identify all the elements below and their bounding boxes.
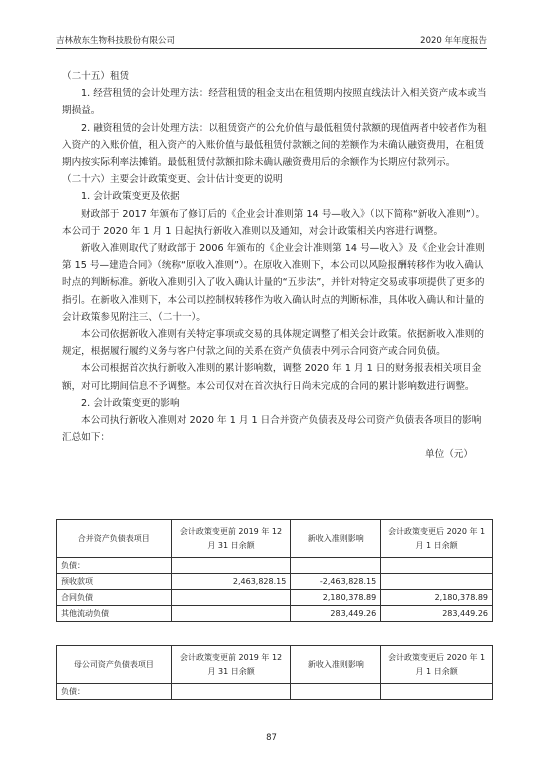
parent-balance-table: [56, 645, 493, 700]
table-header-row: [57, 520, 493, 558]
row-label: 负债：: [57, 558, 172, 574]
report-title: 2020 年年度报告: [420, 36, 487, 46]
consolidated-balance-table: [56, 519, 493, 622]
cell-value: 283,449.26: [381, 606, 493, 622]
cell-value: [171, 684, 291, 700]
column-header: 新收入准则影响: [291, 646, 381, 684]
row-label: 合同负债: [57, 590, 172, 606]
cell-value: [381, 558, 493, 574]
row-label: 负债：: [57, 684, 172, 700]
body-text: [62, 68, 487, 464]
table-row: [57, 684, 493, 700]
cell-value: [171, 590, 291, 606]
cell-value: [381, 574, 493, 590]
paragraph: 2. 会计政策变更的影响: [81, 397, 180, 409]
cell-value: [291, 684, 381, 700]
paragraph: 2. 融资租赁的会计处理方法：以租赁资产的公允价值与最低租赁付款额的现值两者中较者作为租入资产的入账价值，租入资产的入账价值与最低租赁付款额之间的差额作为未确认融资费用，在租赁期内按实际利率法摊销。最低租赁付款额扣除未确认融资费用后的余额作为长期应付款列示。: [62, 122, 487, 169]
unit-label: 单位（元）: [425, 449, 473, 461]
page-header: [56, 34, 487, 49]
cell-value: -2,463,828.15: [291, 574, 381, 590]
paragraph: （二十五）租赁: [62, 71, 130, 82]
cell-value: [171, 606, 291, 622]
column-header: 合并资产负债表项目: [57, 520, 172, 558]
column-header: 新收入准则影响: [291, 520, 381, 558]
page-number: 87: [266, 733, 277, 743]
cell-value: [381, 684, 493, 700]
cell-value: 2,180,378.89: [381, 590, 493, 606]
table-row: [57, 558, 493, 574]
row-label: 预收款项: [57, 574, 172, 590]
column-header: 会计政策变更后 2020 年 1 月 1 日余额: [381, 520, 493, 558]
column-header: 会计政策变更后 2020 年 1 月 1 日余额: [381, 646, 493, 684]
row-label: 其他流动负债: [57, 606, 172, 622]
paragraph: 本公司依据新收入准则有关特定事项或交易的具体规定调整了相关会计政策。依据新收入准则的规定，根据履行履约义务与客户付款之间的关系在资产负债表中列示合同资产或合同负债。: [62, 329, 484, 358]
paragraph: 本公司执行新收入准则对 2020 年 1 月 1 日合并资产负债表及母公司资产负债表各项目的影响汇总如下：: [62, 415, 482, 444]
table-row: [57, 606, 493, 622]
paragraph: 本公司根据首次执行新收入准则的累计影响数，调整 2020 年 1 月 1 日的财务报表相关项目金额，对可比期间信息不予调整。本公司仅对在首次执行日尚未完成的合同的累计影响数进行调整。: [62, 363, 482, 392]
cell-value: 283,449.26: [291, 606, 381, 622]
column-header: 会计政策变更前 2019 年 12 月 31 日余额: [171, 520, 291, 558]
cell-value: 2,463,828.15: [171, 574, 291, 590]
paragraph: 新收入准则取代了财政部于 2006 年颁布的《企业会计准则第 14 号—收入》及《企业会计准则第 15 号—建造合同》（统称“原收入准则”）。在原收入准则下，本公司以风险报酬转移作为收入确认时点的判断标准。新收入准则引入了收入确认计量的“五步法”，并针对特定交易或事项提供了更多的指引。在新收入准则下，本公司以控制权转移作为收入确认时点的判断标准，具体收入确认和计量的会计政策参见附注三、（二十一）。: [62, 243, 485, 323]
column-header: 会计政策变更前 2019 年 12 月 31 日余额: [171, 646, 291, 684]
company-name: 吉林敖东生物科技股份有限公司: [56, 36, 176, 46]
paragraph: （二十六）主要会计政策变更、会计估计变更的说明: [62, 174, 283, 186]
paragraph: 财政部于 2017 年颁布了修订后的《企业会计准则第 14 号—收入》（以下简称“新收入准则”）。本公司于 2020 年 1 月 1 日起执行新收入准则以及通知，对会计政策相关内容进行调整。: [62, 208, 486, 237]
table-row: [57, 574, 493, 590]
paragraph: 1. 会计政策变更及依据: [81, 191, 180, 203]
column-header: 母公司资产负债表项目: [57, 646, 172, 684]
paragraph: 1. 经营租赁的会计处理方法：经营租赁的租金支出在租赁期内按照直线法计入相关资产成本或当期损益。: [62, 88, 487, 117]
table-header-row: [57, 646, 493, 684]
table-row: [57, 590, 493, 606]
cell-value: 2,180,378.89: [291, 590, 381, 606]
cell-value: [171, 558, 291, 574]
cell-value: [291, 558, 381, 574]
